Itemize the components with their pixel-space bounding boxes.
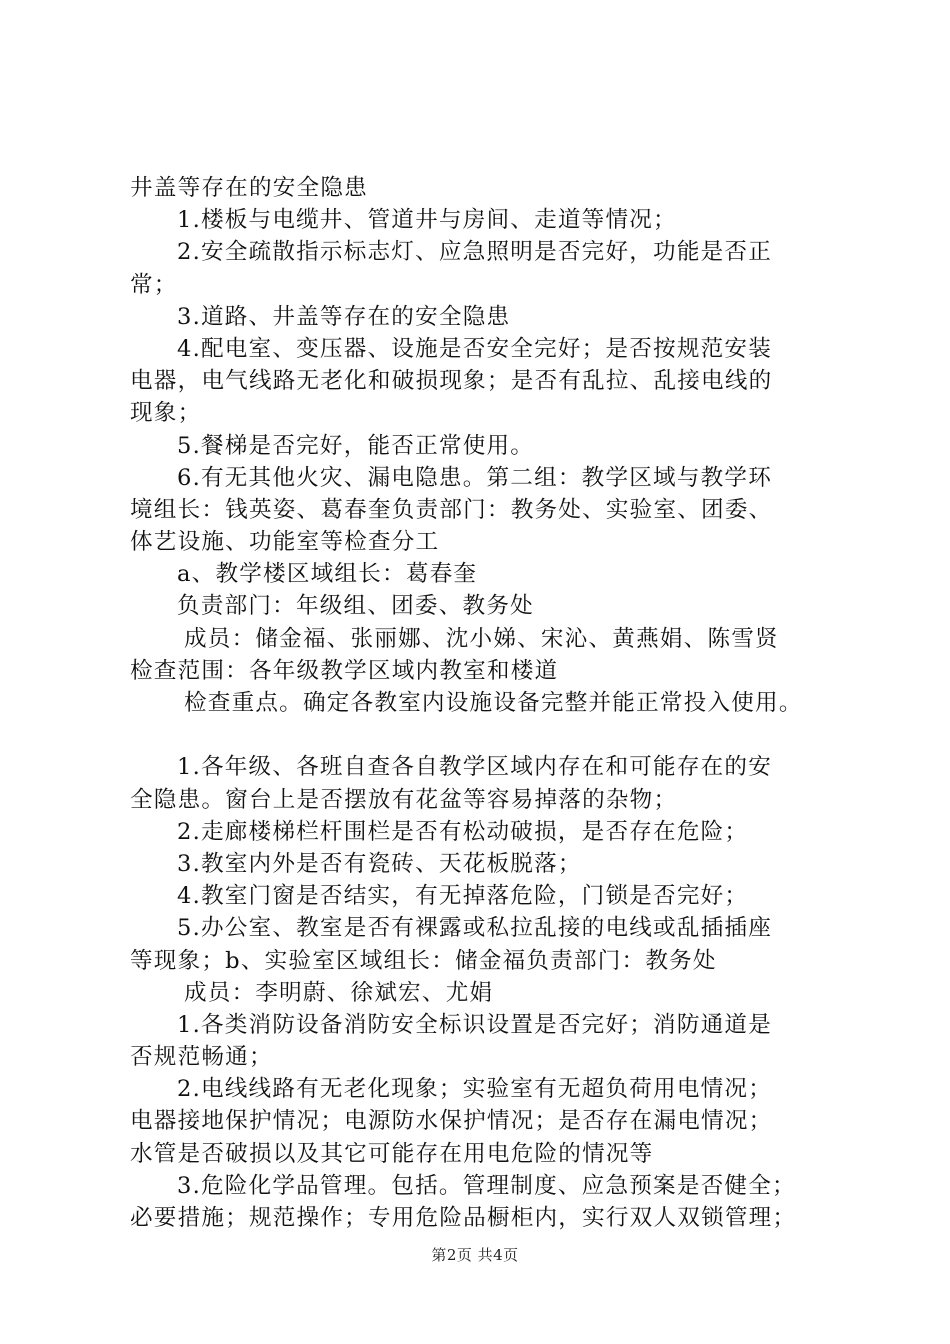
text-line: 3.教室内外是否有瓷砖、天花板脱落；: [177, 850, 582, 877]
text-line: 成员：李明蔚、徐斌宏、尤娟: [184, 979, 494, 1006]
text-line: 2.走廊楼梯栏杆围栏是否有松动破损，是否存在危险；: [177, 818, 749, 845]
text-line: 必要措施；规范操作；专用危险品橱柜内，实行双人双锁管理；: [130, 1205, 797, 1231]
text-line: 否规范畅通；: [130, 1044, 273, 1071]
text-line: 5.办公室、教室是否有裸露或私拉乱接的电线或乱插插座: [177, 915, 773, 942]
text-line: 负责部门：年级组、团委、教务处: [177, 593, 534, 620]
text-line: 2.电线线路有无老化现象；实验室有无超负荷用电情况；: [177, 1076, 773, 1103]
page-number-footer: 第2页 共4页: [431, 1246, 519, 1264]
text-line: 常；: [130, 271, 178, 298]
text-line: 1.各类消防设备消防安全标识设置是否完好；消防通道是: [177, 1011, 773, 1038]
text-line: 现象；: [130, 400, 202, 427]
text-line: 1.各年级、各班自查各自教学区域内存在和可能存在的安: [177, 754, 773, 781]
text-line: 检查范围：各年级教学区域内教室和楼道: [130, 657, 559, 684]
blank-line: [130, 719, 842, 751]
text-line: 境组长：钱英姿、葛春奎负责部门：教务处、实验室、团委、: [130, 496, 773, 523]
text-line: 全隐患。窗台上是否摆放有花盆等容易掉落的杂物；: [130, 786, 678, 813]
text-line: 成员：储金福、张丽娜、沈小娣、宋沁、黄燕娟、陈雪贤: [184, 625, 779, 652]
text-line: 3.危险化学品管理。包括。管理制度、应急预案是否健全；: [177, 1172, 796, 1199]
text-line: 电器，电气线路无老化和破损现象；是否有乱拉、乱接电线的: [130, 368, 773, 395]
text-line: 4.教室门窗是否结实，有无掉落危险，门锁是否完好；: [177, 883, 749, 910]
text-line: 5.餐梯是否完好，能否正常使用。: [177, 432, 535, 459]
text-line: 2.安全疏散指示标志灯、应急照明是否完好，功能是否正: [177, 239, 773, 266]
text-line: 电器接地保护情况；电源防水保护情况；是否存在漏电情况；: [130, 1108, 773, 1135]
text-line: 井盖等存在的安全隐患: [130, 175, 368, 201]
text-line: 体艺设施、功能室等检查分工: [130, 529, 440, 556]
text-line: 1.楼板与电缆井、管道井与房间、走道等情况；: [177, 207, 677, 234]
text-line: 6.有无其他火灾、漏电隐患。第二组：教学区域与教学环: [177, 464, 773, 491]
document-body: [130, 172, 842, 1234]
text-line: 水管是否破损以及其它可能存在用电危险的情况等: [130, 1140, 654, 1167]
text-line: 3.道路、井盖等存在的安全隐患: [177, 303, 511, 330]
text-line: 检查重点。确定各教室内设施设备完整并能正常投入使用。: [184, 690, 803, 716]
text-line: a、教学楼区域组长：葛春奎: [177, 561, 478, 588]
text-line: 等现象；b、实验室区域组长：储金福负责部门：教务处: [130, 947, 717, 974]
text-line: 4.配电室、变压器、设施是否安全完好；是否按规范安装: [177, 335, 773, 362]
